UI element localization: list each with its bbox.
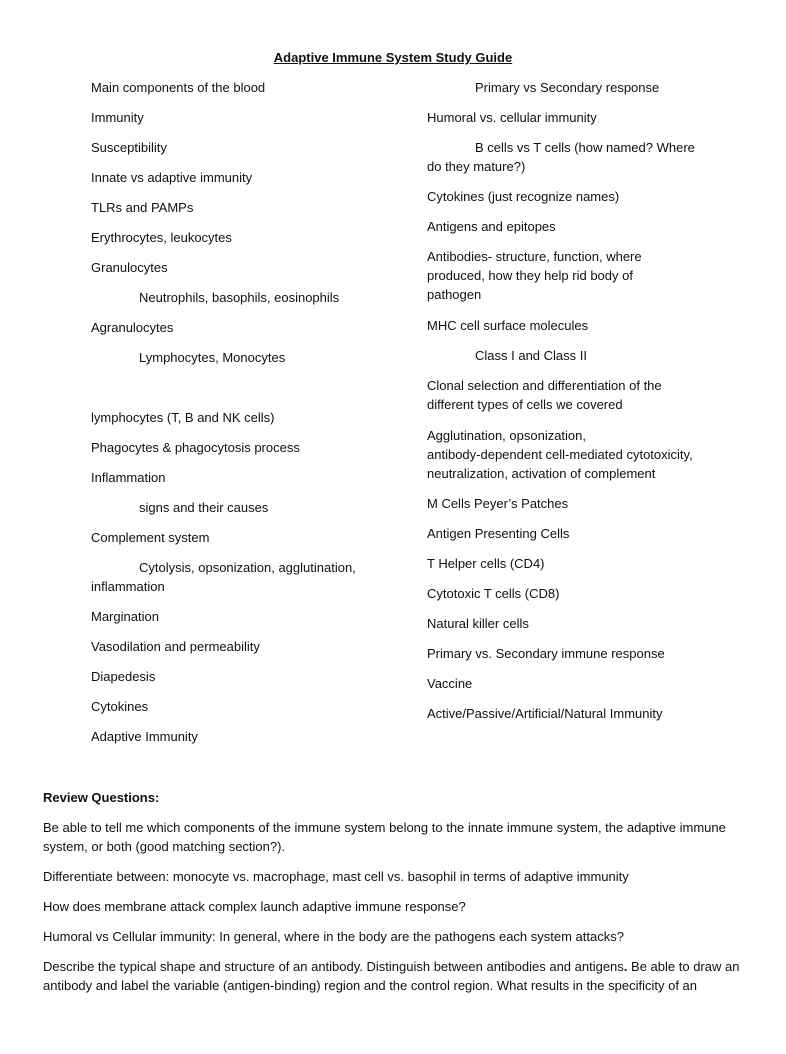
- topic-item: Agglutination, opsonization,: [427, 428, 587, 443]
- topic-item: Antigens and epitopes: [427, 219, 556, 234]
- topic-item: Main components of the blood: [91, 80, 266, 95]
- topic-item: Innate vs adaptive immunity: [91, 170, 253, 185]
- topic-item: Agranulocytes: [91, 320, 174, 335]
- topic-item: Antigen Presenting Cells: [427, 526, 570, 541]
- topic-item-continuation: antibody-dependent cell-mediated cytotoxicity,: [427, 447, 693, 462]
- topic-item: Granulocytes: [91, 260, 168, 275]
- topic-subitem: Neutrophils, basophils, eosinophils: [139, 290, 340, 305]
- page-title: Adaptive Immune System Study Guide: [273, 50, 513, 65]
- topic-item: Adaptive Immunity: [91, 729, 198, 744]
- review-question: Humoral vs Cellular immunity: In general, where in the body are the pathogens each system attacks?: [43, 929, 624, 944]
- review-question-text: Describe the typical shape and structure of an antibody. Distinguish between antibodies and antigens: [43, 959, 624, 974]
- topic-item: Complement system: [91, 530, 210, 545]
- topic-item: Phagocytes & phagocytosis process: [91, 440, 300, 455]
- topic-item: Inflammation: [91, 470, 166, 485]
- topic-item-continuation: produced, how they help rid body of: [427, 268, 633, 283]
- review-question: Differentiate between: monocyte vs. macrophage, mast cell vs. basophil in terms of adaptive immunity: [43, 869, 629, 884]
- topic-item: Diapedesis: [91, 669, 156, 684]
- topic-item: M Cells Peyer’s Patches: [427, 496, 569, 511]
- topic-item: Erythrocytes, leukocytes: [91, 230, 232, 245]
- topic-item: Susceptibility: [91, 140, 167, 155]
- topic-item-continuation: pathogen: [427, 287, 482, 302]
- review-question: Be able to tell me which components of the immune system belong to the innate immune system, the adaptive immune system, or both (good matching section?).: [43, 820, 726, 854]
- topic-subitem: Class I and Class II: [475, 348, 587, 363]
- review-question: [43, 957, 768, 995]
- topic-subitem: Primary vs Secondary response: [475, 80, 660, 95]
- topic-item: Margination: [91, 609, 159, 624]
- topic-item: Clonal selection and differentiation of the: [427, 378, 662, 393]
- topic-item: T Helper cells (CD4): [427, 556, 545, 571]
- topic-subitem-continuation: inflammation: [91, 579, 165, 594]
- topic-item: Cytotoxic T cells (CD8): [427, 586, 560, 601]
- topic-item: Antibodies- structure, function, where: [427, 249, 642, 264]
- topic-item: TLRs and PAMPs: [91, 200, 194, 215]
- topic-item: Immunity: [91, 110, 144, 125]
- topic-subitem: Lymphocytes, Monocytes: [139, 350, 286, 365]
- review-question-bold-period: .: [623, 959, 628, 974]
- topic-subitem: signs and their causes: [139, 500, 269, 515]
- topic-item: MHC cell surface molecules: [427, 318, 589, 333]
- topic-item: Vaccine: [427, 676, 473, 691]
- topic-item: Cytokines: [91, 699, 149, 714]
- topic-item: Primary vs. Secondary immune response: [427, 646, 665, 661]
- topic-item-continuation: neutralization, activation of complement: [427, 466, 656, 481]
- topic-item: Vasodilation and permeability: [91, 639, 260, 654]
- topic-item: Active/Passive/Artificial/Natural Immunity: [427, 706, 663, 721]
- topic-item: Cytokines (just recognize names): [427, 189, 620, 204]
- topic-item: Humoral vs. cellular immunity: [427, 110, 597, 125]
- topic-subitem-continuation: do they mature?): [427, 159, 526, 174]
- topic-item: lymphocytes (T, B and NK cells): [91, 410, 275, 425]
- review-question: How does membrane attack complex launch adaptive immune response?: [43, 899, 466, 914]
- topic-subitem: B cells vs T cells (how named? Where: [475, 140, 695, 155]
- topic-subitem: Cytolysis, opsonization, agglutination,: [139, 560, 356, 575]
- topic-item-continuation: different types of cells we covered: [427, 397, 623, 412]
- review-heading: Review Questions:: [43, 790, 160, 805]
- topic-item: Natural killer cells: [427, 616, 529, 631]
- review-question-text: Be able to draw an antibody and label the variable (antigen-binding) region and the control region. What results in the specificity of an: [43, 959, 740, 993]
